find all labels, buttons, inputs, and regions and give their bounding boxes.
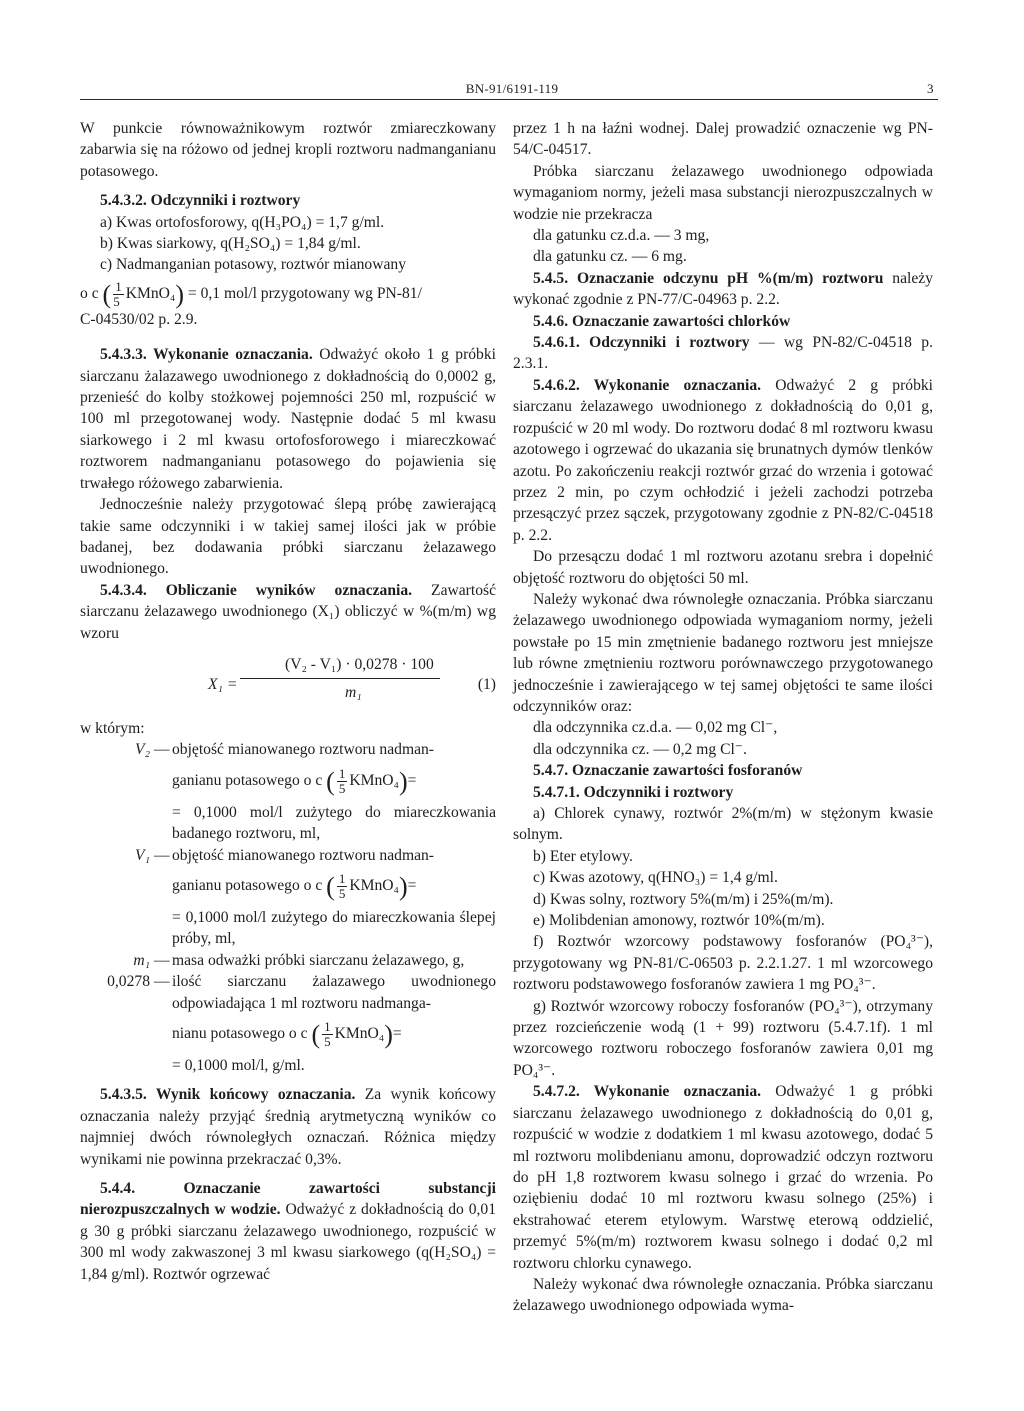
variable-definition: 0,0278 — ilość siarczanu żalazawego uwodnionego odpowiadająca 1 ml roztworu nadmanga- nianu potasowego o c ( $\frac{1}{5}$ KMnO₄)= = 0,1000 mol/l, g/ml. xyxy=(107,973,496,1074)
paragraph: 5.4.4. Oznaczanie zawartości substancji nierozpuszczalnych w wodzie. Odważyć z dokładnością do 0,01 g 30 g próbki siarczanu żelazawego uwodnionego, rozpuścić w 300 ml wody zakwaszonej 3 ml kwasu siarkowego (q(H₂SO₄) = 1,84 g/ml). Roztwór ogrzewać xyxy=(80,1180,496,1283)
paragraph: Do przesączu dodać 1 ml roztworu azotanu srebra i dopełnić objętość roztworu do objętości 50 ml. xyxy=(513,548,933,587)
formula-line: o c ( $\frac{1}{5}$ KMnO₄) = 0,1 mol/l przygotowany wg PN-81/ xyxy=(80,278,422,309)
equation-1: X₁ = (V₂ - V₁) · 0,0278 · 100 m₁ (1) xyxy=(208,655,496,701)
paragraph: 5.4.7.2. Wykonanie oznaczania. Odważyć 1 g próbki siarczanu żelazawego uwodnionego z dokładnością do 0,01 g, rozpuścić w wodzie z dodatkiem 1 ml kwasu azotowego, dodać 5 ml roztworu molibdenianu amonu, doprowadzić odczyn roztworu do pH 1,8 roztworem kwasu solnego i grzać do wrzenia. Po oziębieniu dodać 10 ml roztworu kwasu solnego (25%) i ekstrahować eterem etylowym. Warstwę eterową oddzielić, przemyć 5%(m/m) roztworem kwasu solnego i dodać 0,2 ml roztworu chlorku cynawego. xyxy=(513,1083,933,1272)
paragraph: 5.4.3.4. Obliczanie wyników oznaczania. Zawartość siarczanu żelazawego uwodnionego (X₁) obliczyć w %(m/m) wg wzoru xyxy=(80,581,496,642)
paragraph: 5.4.5. Oznaczanie odczynu pH %(m/m) roztworu należy wykonać zgodnie z PN-77/C-04963 p. 2.2. xyxy=(513,269,933,309)
paragraph: 5.4.6.2. Wykonanie oznaczania. Odważyć 2 g próbki siarczanu żelazawego uwodnionego z dokładnością do 0,01 g, rozpuścić w 20 ml wody. Do roztworu dodać 8 ml roztworu kwasu azotowego i ogrzewać do ukazania się brunatnych dymów tlenków azotu. Po zakończeniu reakcji roztwór grzać do wrzenia i gotować przez 2 min, po czym ochłodzić i jeżeli zachodzi potrzeba przesączyć przez sączek, przygotowany zgodnie z PN-82/C-04518 p. 2.2. xyxy=(513,376,933,544)
list-item: c) Nadmanganian potasowy, roztwór mianowany xyxy=(100,256,407,274)
list-item: b) Kwas siarkowy, q(H₂SO₄) = 1,84 g/ml. xyxy=(100,235,361,253)
left-column xyxy=(80,118,496,1285)
list-item: f) Roztwór wzorcowy podstawowy fosforanów (PO₄³⁻), przygotowany wg PN-81/C-06503 p. 2.2.1.27. 1 ml wzorcowego roztworu podstawowego fosforanów zawiera 1 mg PO₄³⁻. xyxy=(513,933,933,994)
paragraph: C-04530/02 p. 2.9. xyxy=(80,310,198,328)
list-item: b) Eter etylowy. xyxy=(533,847,633,865)
header-rule xyxy=(80,99,938,100)
list-item: a) Kwas ortofosforowy, q(H₃PO₄) = 1,7 g/ml. xyxy=(100,213,385,231)
list-item: e) Molibdenian amonowy, roztwór 10%(m/m). xyxy=(533,912,825,930)
paragraph: Próbka siarczanu żelazawego uwodnionego odpowiada wymaganiom normy, jeżeli masa substancji nierozpuszczalnych w wodzie nie przekracza xyxy=(513,162,933,223)
page-number: 3 xyxy=(927,81,934,96)
paragraph: 5.4.3.5. Wynik końcowy oznaczania. Za wynik końcowy oznaczania należy przyjąć średnią arytmetyczną wyników co najmniej dwóch równoległych oznaczań. Różnica między wynikami nie powinna przekraczać 0,3%. xyxy=(80,1086,496,1168)
list-item: a) Chlorek cynawy, roztwór 2%(m/m) w stężonym kwasie solnym. xyxy=(513,805,933,844)
list-item: dla odczynnika cz.d.a. — 0,02 mg Cl⁻, xyxy=(533,719,778,737)
list-item: g) Roztwór wzorcowy roboczy fosforanów (PO₄³⁻), otrzymany przez rozcieńczenie wodą (1 + 99) roztworu (5.4.7.1f). 1 ml wzorcowego roztworu roboczego fosforanów zawiera 0,01 mg PO₄³⁻. xyxy=(513,997,933,1079)
variable-definition: V₂ — objętość mianowanego roztworu nadman- ganianu potasowego o c ( $\frac{1}{5}$ KMnO₄)= = 0,1000 mol/l zużytego do miareczkowania badanego roztworu, ml, xyxy=(135,741,496,843)
list-item: dla gatunku cz.d.a. — 3 mg, xyxy=(533,227,710,245)
list-item: d) Kwas solny, roztwory 5%(m/m) i 25%(m/m). xyxy=(533,890,834,908)
right-column xyxy=(513,118,933,1317)
paragraph: w którym: xyxy=(80,719,145,737)
paragraph: Należy wykonać dwa równoległe oznaczania. Próbka siarczanu żelazawego uwodnionego odpowiada wymaganiom normy, jeżeli powstałe po 15 min zmętnienie badanego roztworu jest mniejsze lub równe zmętnieniu roztworu porównawczego przygotowanego jednocześnie i zawierającego w tej samej objętości te same ilości odczynników oraz: xyxy=(513,590,933,715)
paragraph: przez 1 h na łaźni wodnej. Dalej prowadzić oznaczenie wg PN-54/C-04517. xyxy=(513,120,933,159)
paragraph: 5.4.6.1. Odczynniki i roztwory — wg PN-82/C-04518 p. 2.3.1. xyxy=(513,334,933,373)
paragraph: W punkcie równoważnikowym roztwór zmiareczkowany zabarwia się na różowo od jednej kropli roztworu nadmanganianu potasowego. xyxy=(80,120,496,180)
paragraph: Należy wykonać dwa równoległe oznaczania. Próbka siarczanu żelazawego uwodnionego odpowiada wyma- xyxy=(513,1275,933,1315)
list-item: dla odczynnika cz. — 0,2 mg Cl⁻. xyxy=(533,740,747,758)
section-heading: 5.4.6. Oznaczanie zawartości chlorków xyxy=(533,312,791,330)
running-header-code: BN-91/6191-119 xyxy=(465,81,559,96)
paragraph: Jednocześnie należy przygotować ślepą próbę zawierającą takie same odczynniki i w takiej samej ilości jak w próbie badanej, bez dodawania próbki siarczanu żelazawego uwodnionego. xyxy=(80,496,496,578)
variable-definition: V₁ — objętość mianowanego roztworu nadman- ganianu potasowego o c ( $\frac{1}{5}$ KMnO₄)= = 0,1000 mol/l zużytego do miareczkowania ślepej próby, ml, xyxy=(135,846,496,948)
list-item: dla gatunku cz. — 6 mg. xyxy=(533,248,687,266)
variable-definition: m₁ — masa odważki próbki siarczanu żelazawego, g, xyxy=(133,951,465,969)
section-heading: 5.4.3.2. Odczynniki i roztwory xyxy=(100,192,301,210)
section-heading: 5.4.7. Oznaczanie zawartości fosforanów xyxy=(533,762,803,780)
list-item: c) Kwas azotowy, q(HNO₃) = 1,4 g/ml. xyxy=(533,869,778,887)
section-heading: 5.4.7.1. Odczynniki i roztwory xyxy=(533,783,734,801)
paragraph: 5.4.3.3. Wykonanie oznaczania. Odważyć około 1 g próbki siarczanu żalazawego uwodnionego z dokładnością do 0,0002 g, przenieść do kolby stożkowej pojemności 250 ml, rozpuścić w 100 ml przegotowanej wody. Następnie dodać 5 ml kwasu siarkowego i 2 ml kwasu ortofosforowego i miareczkować roztworem nadmanganianu potasowego do pojawienia się trwałego różowego zabarwienia. xyxy=(80,346,496,492)
